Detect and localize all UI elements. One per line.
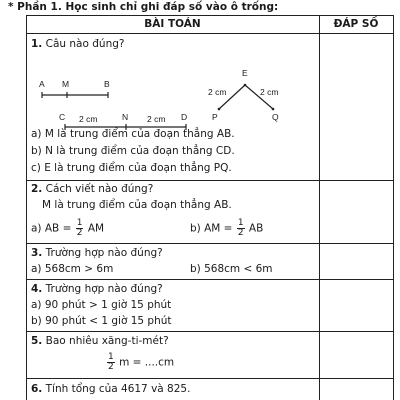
question-text: Trường hợp nào đúng? (45, 283, 163, 295)
question-number: 4. (31, 283, 43, 295)
label-b: B (104, 79, 110, 89)
option-b-suffix: AB (248, 222, 264, 235)
question-text: Tính tổng của 4617 và 825. (45, 383, 191, 395)
question-5-title (31, 335, 169, 348)
question-6-title (31, 383, 190, 396)
label-q: Q (272, 112, 279, 122)
question-4-title (31, 283, 163, 296)
answer-cell-4[interactable] (320, 280, 393, 331)
question-number: 5. (31, 335, 43, 347)
answer-cell-1[interactable] (320, 34, 393, 180)
column-header-answer: ĐÁP SỐ (333, 18, 379, 30)
question-2-statement: M là trung điểm của đoạn thẳng AB. (42, 199, 232, 211)
option-b (190, 219, 263, 238)
question-text: Bao nhiêu xăng-ti-mét? (45, 335, 169, 347)
question-2-title (31, 183, 153, 196)
expression-text: m = ....cm (119, 356, 175, 369)
option-a: a) 568cm > 6m (31, 263, 114, 275)
table-border-right (393, 15, 394, 400)
question-number: 3. (31, 247, 43, 259)
answer-cell-2[interactable] (320, 181, 393, 243)
question-number: 1. (31, 38, 43, 50)
question-number: 6. (31, 383, 43, 395)
label-p: P (212, 112, 218, 122)
segment-ab-figure (39, 79, 110, 98)
q1-figures (26, 45, 319, 135)
section-heading: * Phần 1. Học sinh chỉ ghi đáp số vào ô trống: (8, 1, 279, 13)
length-pe: 2 cm (208, 87, 227, 97)
label-d: D (181, 112, 188, 122)
label-m: M (62, 79, 70, 89)
answer-cell-3[interactable] (320, 244, 393, 279)
question-3-title (31, 247, 163, 260)
table-border-top (26, 15, 394, 16)
problem-table (26, 15, 394, 400)
option-c: c) E là trung điểm của đoạn thẳng PQ. (31, 162, 232, 174)
length-nd: 2 cm (147, 114, 166, 124)
option-a (31, 219, 104, 238)
column-header-problem: BÀI TOÁN (144, 18, 201, 30)
question-number: 2. (31, 183, 43, 195)
label-c: C (59, 112, 66, 122)
label-e: E (242, 68, 248, 78)
label-a: A (39, 79, 45, 89)
question-text: Câu nào đúng? (45, 38, 125, 50)
option-a-suffix: AM (87, 222, 105, 235)
question-5-expression (106, 353, 174, 372)
option-b: b) 568cm < 6m (190, 263, 273, 275)
label-n: N (122, 112, 129, 122)
fraction: $\frac{1}{2}$ (237, 218, 244, 238)
answer-cell-5[interactable] (320, 332, 393, 378)
question-text: Cách viết nào đúng? (45, 183, 154, 195)
answer-cell-6[interactable] (320, 379, 393, 400)
option-b: b) N là trung điểm của đoạn thẳng CD. (31, 145, 235, 157)
length-cn: 2 cm (79, 114, 98, 124)
option-a: a) M là trung điểm của đoạn thẳng AB. (31, 128, 235, 140)
option-b-prefix: b) AM = (190, 222, 233, 235)
option-b: b) 90 phút < 1 giờ 15 phút (31, 315, 172, 327)
question-text: Trường hợp nào đúng? (45, 247, 163, 259)
fraction: $\frac{1}{2}$ (108, 352, 114, 372)
angle-pq-figure (208, 68, 279, 122)
option-a-prefix: a) AB = (31, 222, 72, 235)
length-eq: 2 cm (260, 87, 279, 97)
fraction: $\frac{1}{2}$ (76, 218, 83, 238)
option-a: a) 90 phút > 1 giờ 15 phút (31, 299, 172, 311)
